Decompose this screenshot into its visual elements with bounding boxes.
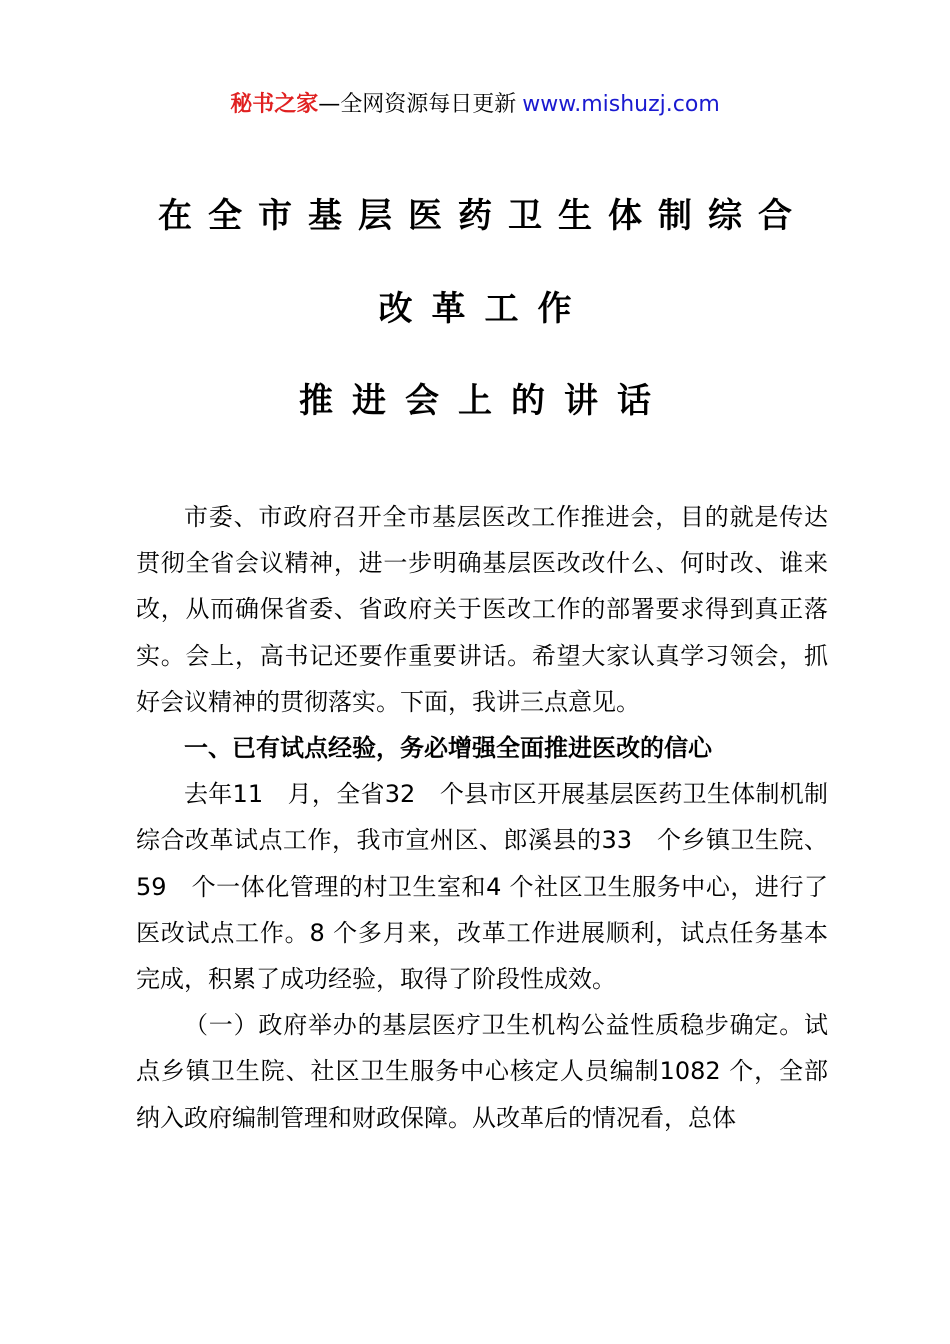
header-tagline: —全网资源每日更新	[318, 92, 517, 117]
brand-name: 秘书之家	[230, 92, 319, 117]
body-paragraph-subsection-1: （一）政府举办的基层医疗卫生机构公益性质稳步确定。试点乡镇卫生院、社区卫生服务中心核定人员编制1082 个，全部纳入政府编制管理和财政保障。从改革后的情况看，总体	[136, 1011, 828, 1132]
site-url-link[interactable]: www.mishuzj.com	[522, 92, 720, 117]
section-heading-1: 一、已有试点经验，务必增强全面推进医改的信心	[184, 734, 712, 763]
document-title-line-2: 改革工作	[378, 289, 591, 329]
document-title-line-1: 在全市基层医药卫生体制综合	[158, 196, 808, 236]
body-paragraph-pilot: 去年11 月，全省32 个县市区开展基层医药卫生体制机制综合改革试点工作，我市宣州区、郎溪县的33 个乡镇卫生院、59 个一体化管理的村卫生室和4 个社区卫生服务中心，进行了医改试点工作。8 个多月来，改革工作进展顺利，试点任务基本完成，积累了成功经验，取得了阶段性成效。	[136, 780, 828, 994]
document-title-line-3: 推进会上的讲话	[299, 381, 670, 421]
site-header	[0, 88, 950, 122]
document-body	[136, 494, 828, 1141]
body-paragraph-intro: 市委、市政府召开全市基层医改工作推进会，目的就是传达贯彻全省会议精神，进一步明确基层医改改什么、何时改、谁来改，从而确保省委、省政府关于医改工作的部署要求得到真正落实。会上，高书记还要作重要讲话。希望大家认真学习领会，抓好会议精神的贯彻落实。下面，我讲三点意见。	[136, 503, 828, 716]
